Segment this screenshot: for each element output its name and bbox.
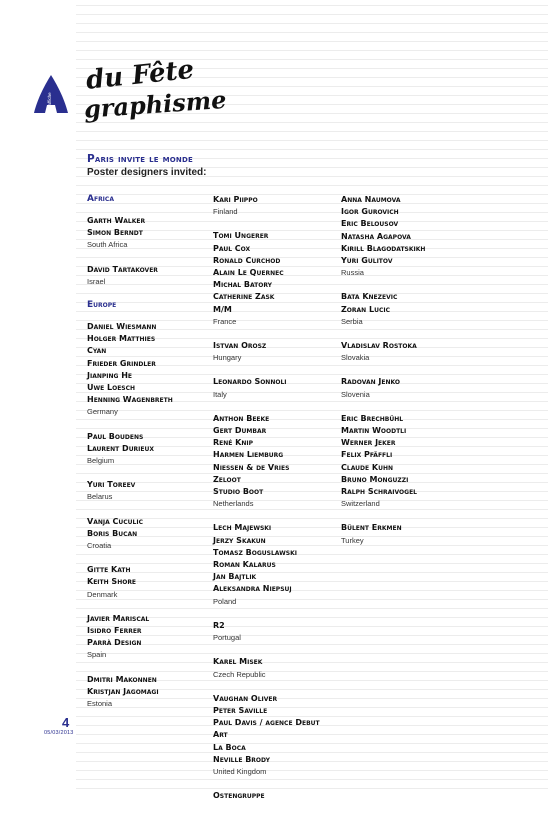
designer-name: Uwe Loesch — [87, 383, 136, 393]
designer-name: Jan Bajtlik — [213, 572, 257, 582]
page-number: 4 — [62, 715, 70, 730]
designer-name: Tomasz Boguslawski — [213, 547, 297, 557]
designer-name: Bülent Erkmen — [341, 523, 402, 533]
designer-name: Javier Mariscal — [87, 613, 150, 623]
country-label: Croatia — [87, 541, 112, 551]
designer-group — [213, 194, 335, 218]
designer-group — [213, 230, 335, 328]
country-label: Belgium — [87, 456, 115, 466]
designer-name: Peter Saville — [213, 705, 268, 715]
logo-mark-text: affiche — [47, 92, 52, 106]
designer-name: Laurent Durieux — [87, 443, 155, 453]
designer-name: Eric Brechbühl — [341, 413, 404, 423]
designer-name: Dmitri Makonnen — [87, 674, 157, 684]
designer-group — [87, 516, 205, 553]
country-label: Switzerland — [341, 499, 380, 509]
country-label: Denmark — [87, 589, 118, 599]
designer-group — [341, 291, 471, 328]
designer-name: Neville Brody — [213, 754, 270, 764]
designer-name: Daniel Wiesmann — [87, 322, 157, 332]
designer-name: Bata Knezevic — [341, 292, 398, 302]
designer-column-2 — [213, 194, 335, 814]
country-label: France — [213, 316, 237, 326]
designer-name: Michal Batory — [213, 280, 272, 290]
designer-group — [87, 479, 205, 503]
designer-group — [87, 321, 205, 419]
designer-group — [213, 656, 335, 680]
designer-name: Studio Boot — [213, 487, 264, 497]
country-label: Estonia — [87, 699, 113, 709]
designer-name: Ronald Curchod — [213, 255, 281, 265]
page-title: Paris invite le monde — [87, 153, 193, 165]
designer-name: Niessen & de Vries — [213, 462, 290, 472]
designer-name: Gitte Kath — [87, 565, 131, 575]
designer-name: Kari Piippo — [213, 195, 258, 204]
designer-column-1 — [87, 194, 205, 722]
designer-name: Holger Matthies — [87, 334, 156, 344]
logo-line-1: du Fête — [84, 54, 196, 96]
designer-name: Alain Le Quernec — [213, 268, 284, 278]
designer-group — [213, 376, 335, 400]
designer-name: Boris Bucan — [87, 528, 138, 538]
country-label: Portugal — [213, 633, 241, 643]
designer-name: Cyan — [87, 346, 107, 356]
designer-group — [341, 340, 471, 364]
designer-name: Roman Kalarus — [213, 560, 276, 570]
designer-name: Radovan Jenko — [341, 377, 400, 387]
country-label: Turkey — [341, 535, 364, 545]
designer-name: Claude Kuhn — [341, 462, 394, 472]
designer-name: Gert Dumbar — [213, 426, 267, 436]
designer-name: Natasha Agapova — [341, 231, 411, 241]
designer-name: René Knip — [213, 438, 254, 448]
designer-name: Bruno Monguzzi — [341, 474, 409, 484]
designer-name: Frieder Grindler — [87, 358, 156, 368]
designer-name: Istvan Orosz — [213, 341, 267, 351]
designer-name: Martin Woodtli — [341, 426, 407, 436]
designer-name: Zoran Lucic — [341, 304, 390, 314]
designer-group — [87, 431, 205, 468]
designer-name: Kirill Blagodatskikh — [341, 243, 426, 253]
country-label: Poland — [213, 596, 237, 606]
designer-name: Igor Gurovich — [341, 207, 399, 217]
designer-name: Paul Davis / agence Debut — [213, 718, 320, 728]
designer-group — [87, 613, 205, 662]
designer-name: Jerzy Skakun — [213, 535, 266, 545]
country-label: Finland — [213, 207, 238, 217]
country-label: Czech Republic — [213, 669, 266, 679]
country-label: Belarus — [87, 492, 113, 502]
designer-name: Parrà Design — [87, 638, 142, 648]
designer-group — [213, 413, 335, 511]
designer-group — [87, 674, 205, 711]
designer-group — [213, 693, 335, 778]
page-subtitle: Poster designers invited: — [87, 167, 207, 178]
fete-du-graphisme-logo — [83, 54, 228, 125]
designer-name: Henning Wagenbreth — [87, 395, 173, 405]
designer-name: La Boca — [213, 742, 246, 752]
region-heading: Africa — [87, 194, 114, 204]
designer-group — [213, 340, 335, 364]
designer-group — [341, 376, 471, 400]
designer-name: Eric Belousov — [341, 219, 399, 229]
region-heading: Europe — [87, 300, 117, 311]
designer-name: Lech Majewski — [213, 523, 272, 533]
designer-group — [213, 790, 335, 802]
designer-name: Garth Walker — [87, 216, 146, 225]
designer-name: Anna Naumova — [341, 195, 401, 204]
country-label: Slovenia — [341, 389, 370, 399]
designer-name: Leonardo Sonnoli — [213, 377, 287, 387]
designer-name: Yuri Toreev — [87, 480, 136, 490]
designer-name: Catherine Zask — [213, 292, 275, 302]
country-label: Spain — [87, 650, 107, 660]
designer-group — [87, 194, 205, 205]
country-label: United Kingdom — [213, 766, 267, 776]
designer-group — [341, 413, 471, 511]
designer-name: M/M — [213, 304, 232, 314]
country-label: Serbia — [341, 316, 363, 326]
designer-group — [87, 215, 205, 252]
designer-name: Art — [213, 730, 228, 740]
designer-name: Simon Berndt — [87, 228, 143, 238]
designer-name: Felix Pfäffli — [341, 450, 393, 460]
designer-name: Ostengruppe — [213, 791, 265, 801]
designer-name: Ralph Schraivogel — [341, 487, 417, 497]
designer-name: Aleksandra Niepsuj — [213, 584, 292, 594]
designer-name: Werner Jeker — [341, 438, 396, 448]
designer-group — [213, 522, 335, 607]
designer-column-3 — [341, 194, 471, 559]
designer-group — [213, 620, 335, 644]
heading-block — [87, 153, 527, 179]
affiche-logo-mark — [34, 75, 68, 113]
designer-name: Kristjan Jagomagi — [87, 686, 159, 696]
designer-name: Tomi Ungerer — [213, 231, 269, 241]
designer-name: Isidro Ferrer — [87, 626, 142, 636]
designer-name: Karel Misek — [213, 657, 263, 667]
designer-name: Paul Boudens — [87, 431, 144, 441]
country-label: Hungary — [213, 353, 242, 363]
designer-name: Anthon Beeke — [213, 413, 270, 423]
country-label: Netherlands — [213, 499, 254, 509]
designer-group — [87, 264, 205, 288]
designer-name: Zeloot — [213, 474, 241, 484]
country-label: Italy — [213, 389, 227, 399]
designer-name: Vanja Cuculic — [87, 516, 143, 526]
designer-group — [87, 300, 205, 311]
logo-line-2: graphisme — [83, 84, 228, 124]
designer-name: Vladislav Rostoka — [341, 341, 417, 351]
country-label: South Africa — [87, 240, 128, 250]
designer-name: Vaughan Oliver — [213, 693, 278, 703]
designer-group — [341, 522, 471, 546]
country-label: Germany — [87, 407, 118, 417]
designer-name: R2 — [213, 620, 225, 630]
country-label: Russia — [341, 268, 364, 278]
country-label: Israel — [87, 276, 106, 286]
designer-group — [87, 564, 205, 601]
page-date: 05/03/2013 — [44, 730, 74, 736]
designer-name: Keith Shore — [87, 577, 137, 587]
designer-name: Harmen Liemburg — [213, 450, 284, 460]
designer-name: Jianping He — [87, 370, 133, 380]
designer-group — [341, 194, 471, 279]
country-label: Slovakia — [341, 353, 370, 363]
designer-name: David Tartakover — [87, 264, 158, 274]
designer-name: Yuri Gulitov — [341, 256, 393, 266]
designer-name: Paul Cox — [213, 243, 251, 253]
